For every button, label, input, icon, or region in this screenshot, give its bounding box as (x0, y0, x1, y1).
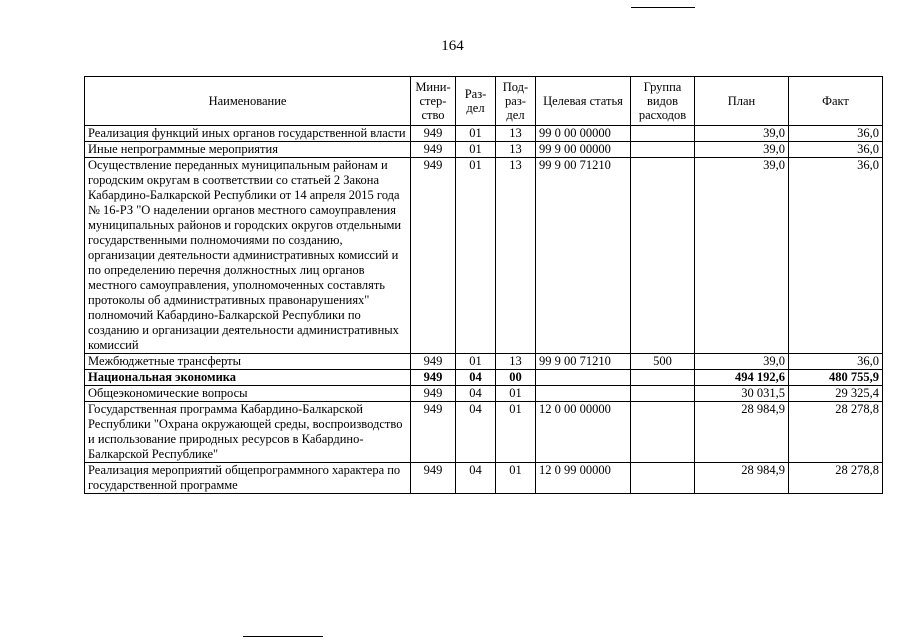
cell-name: Реализация функций иных органов государственной власти (85, 126, 411, 142)
cell-group: 500 (631, 354, 695, 370)
cell-subsection: 01 (496, 386, 536, 402)
header-row (85, 77, 883, 126)
cell-name: Иные непрограммные мероприятия (85, 142, 411, 158)
page-number: 164 (441, 38, 464, 54)
cell-name: Реализация мероприятий общепрограммного характера по государственной программе (85, 463, 411, 494)
budget-table (84, 76, 883, 494)
cell-fact: 480 755,9 (789, 370, 883, 386)
cell-group (631, 386, 695, 402)
cell-name: Государственная программа Кабардино-Балкарской Республики "Охрана окружающей среды, воспроизводство и использование природных ресурсов в Кабардино-Балкарской Республике" (85, 402, 411, 463)
cell-name: Национальная экономика (85, 370, 411, 386)
cell-section: 01 (456, 126, 496, 142)
cell-ministry: 949 (411, 386, 456, 402)
cell-target: 99 0 00 00000 (536, 126, 631, 142)
cell-ministry: 949 (411, 354, 456, 370)
cell-subsection: 01 (496, 402, 536, 463)
cell-section: 04 (456, 463, 496, 494)
cell-fact: 28 278,8 (789, 463, 883, 494)
header-group: Группа видов расходов (631, 77, 695, 126)
cell-subsection: 13 (496, 142, 536, 158)
cell-target (536, 370, 631, 386)
cell-group (631, 370, 695, 386)
cell-subsection: 13 (496, 354, 536, 370)
header-target: Целевая статья (536, 77, 631, 126)
table-row (85, 142, 883, 158)
cell-target: 99 9 00 71210 (536, 158, 631, 354)
table-row (85, 402, 883, 463)
cell-plan: 494 192,6 (695, 370, 789, 386)
cell-group (631, 402, 695, 463)
header-subsection: Под-раз-дел (496, 77, 536, 126)
cell-fact: 29 325,4 (789, 386, 883, 402)
cell-section: 01 (456, 142, 496, 158)
cell-plan: 39,0 (695, 142, 789, 158)
cell-group (631, 158, 695, 354)
table-row (85, 370, 883, 386)
cell-ministry: 949 (411, 126, 456, 142)
table-row (85, 354, 883, 370)
cell-section: 04 (456, 402, 496, 463)
cell-fact: 36,0 (789, 354, 883, 370)
cell-name: Осуществление переданных муниципальным районам и городским округам в соответствии со статьей 2 Закона Кабардино-Балкарской Республики от 14 апреля 2015 года № 16-РЗ "О наделении органов местного самоуправления муниципальных районов и городских округов отдельными государственными полномочиями по созданию, организации деятельности административных комиссий и по определению перечня должностных лиц органов местного самоуправления, уполномоченных составлять протоколы об административных правонарушениях" полномочий Кабардино-Балкарской Республики по созданию и организации деятельности административных комиссий (85, 158, 411, 354)
top-rule (631, 7, 695, 8)
cell-subsection: 00 (496, 370, 536, 386)
cell-name: Межбюджетные трансферты (85, 354, 411, 370)
header-ministry: Мини-стер-ство (411, 77, 456, 126)
cell-fact: 36,0 (789, 126, 883, 142)
cell-target: 99 9 00 00000 (536, 142, 631, 158)
cell-name: Общеэкономические вопросы (85, 386, 411, 402)
cell-fact: 28 278,8 (789, 402, 883, 463)
table-row (85, 126, 883, 142)
cell-plan: 30 031,5 (695, 386, 789, 402)
header-section: Раз-дел (456, 77, 496, 126)
cell-section: 01 (456, 354, 496, 370)
cell-section: 04 (456, 386, 496, 402)
bottom-rule (243, 636, 323, 637)
cell-fact: 36,0 (789, 158, 883, 354)
header-plan: План (695, 77, 789, 126)
cell-target: 12 0 00 00000 (536, 402, 631, 463)
cell-ministry: 949 (411, 142, 456, 158)
header-fact: Факт (789, 77, 883, 126)
cell-target: 99 9 00 71210 (536, 354, 631, 370)
table-row (85, 158, 883, 354)
cell-section: 01 (456, 158, 496, 354)
cell-plan: 39,0 (695, 126, 789, 142)
cell-target (536, 386, 631, 402)
cell-subsection: 13 (496, 126, 536, 142)
cell-fact: 36,0 (789, 142, 883, 158)
cell-group (631, 142, 695, 158)
cell-section: 04 (456, 370, 496, 386)
table-row (85, 463, 883, 494)
cell-target: 12 0 99 00000 (536, 463, 631, 494)
cell-ministry: 949 (411, 463, 456, 494)
cell-ministry: 949 (411, 370, 456, 386)
cell-group (631, 126, 695, 142)
cell-plan: 39,0 (695, 354, 789, 370)
cell-plan: 28 984,9 (695, 463, 789, 494)
cell-subsection: 13 (496, 158, 536, 354)
cell-plan: 28 984,9 (695, 402, 789, 463)
cell-plan: 39,0 (695, 158, 789, 354)
cell-group (631, 463, 695, 494)
cell-ministry: 949 (411, 158, 456, 354)
cell-subsection: 01 (496, 463, 536, 494)
cell-ministry: 949 (411, 402, 456, 463)
table-row (85, 386, 883, 402)
header-name: Наименование (85, 77, 411, 126)
